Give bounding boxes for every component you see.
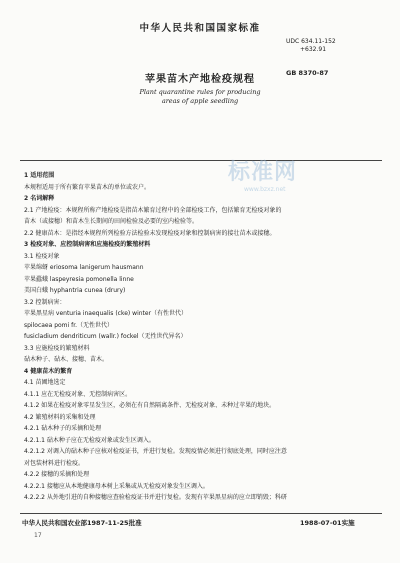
body-line: 3.2 控制病害： (24, 298, 66, 306)
body-line: 4.2.1.2 对调入的砧木种子应核对检疫证书，并进行复检。发现疫情必须进行彻底处理，同时应注意 (24, 448, 287, 455)
body-line: 3.1 检疫对象 (24, 252, 60, 260)
body-line: 4.1.2 如果在检疫对象零星发生区，必须在有自然隔离条件、无检疫对象、未种过苹果的地块。 (24, 402, 276, 409)
gb-number: GB 8370-87 (286, 69, 329, 77)
header-divider (20, 160, 382, 161)
body-line: 2.2 健康苗木：是指经本规程所列检验方法检验未发现检疫对象和控制病害的接壮苗木或接穗。 (24, 229, 276, 237)
body-line: 苗木（或接穗）和苗木生长期间的田间检验及必要的室内检验等。 (24, 218, 199, 225)
body-line: 苹果蠹蛾 laspeyresia pomonella linne (24, 275, 134, 283)
watermark-logo: 标准网 (228, 160, 298, 185)
udc-code (286, 38, 336, 54)
page-number: 17 (34, 532, 42, 539)
implementation-date: 1988-07-01实施 (300, 519, 355, 527)
body-line: 对包装材料进行检疫。 (24, 459, 85, 467)
body-line: 苹果绵蚜 eriosoma lanigerum hausmann (24, 264, 144, 271)
body-line: 2.1 产地检疫：本规程所称产地检疫是指苗木繁育过程中的全部检疫工作，包括繁育无检疫对象的 (24, 206, 282, 214)
body-line: 3.3 应施检疫的繁殖材料 (24, 344, 90, 352)
body-line: 砧木种子、砧木、接穗、苗木。 (24, 356, 109, 363)
english-subtitle-line-1: Plant quarantine rules for producing (139, 88, 261, 96)
body-line: 4.1 苗圃地选定 (24, 379, 66, 386)
body-line: 美国白蛾 hyphantria cunea (drury) (24, 287, 126, 294)
section-heading: 4 健康苗木的繁育 (24, 367, 73, 375)
body-line: 4.1.1 应在无检疫对象、无控制病害区。 (24, 390, 132, 398)
body-line: 本规程适用于所有繁育苹果苗木的单位或农户。 (24, 183, 151, 191)
body-line: 4.2.2.1 接穗应从本地健康母本树上采集或从无检疫对象发生区调入。 (24, 482, 209, 490)
watermark-url: www.bzxz.net (244, 186, 286, 193)
national-standard-heading: 中华人民共和国国家标准 (139, 23, 261, 34)
udc-line-1: UDC 634.11-152 (286, 38, 336, 45)
body-line: fusicladium dendriticum (wallr.) fockel（无性世代异名） (24, 333, 187, 340)
approval-text: 中华人民共和国农业部1987-11-25批准 (22, 519, 142, 527)
body-line: 苹果黑星病 venturia inaequalis (cke) winter（有性世代） (24, 310, 188, 317)
english-subtitle-line-2: areas of apple seedling (161, 97, 239, 105)
document-title: 苹果苗木产地检疫规程 (145, 74, 255, 85)
section-heading: 3 检疫对象、应控制病害和应施检疫的繁殖材料 (24, 241, 151, 248)
body-line: 4.2.2.2 从外地引进的自种接穗应查验检疫证书并进行复检。发现有苹果黑星病的应立即销毁；科研 (24, 494, 287, 501)
body-line: 4.2.2 接穗的采摘和处理 (24, 471, 90, 478)
body-line: 4.2.1.1 砧木种子应在无检疫对象或发生区调入。 (24, 436, 155, 444)
body-line: 4.2.1 砧木种子的采摘和处理 (24, 425, 102, 432)
body-line: spilocaea pomi fr.（无性世代） (24, 321, 114, 329)
section-heading: 1 适用范围 (24, 172, 55, 179)
section-heading: 2 名词解释 (24, 195, 55, 202)
footer-divider (20, 513, 382, 514)
udc-line-2: +632.91 (300, 46, 327, 53)
body-line: 4.2 繁殖材料的采集和处理 (24, 413, 96, 421)
